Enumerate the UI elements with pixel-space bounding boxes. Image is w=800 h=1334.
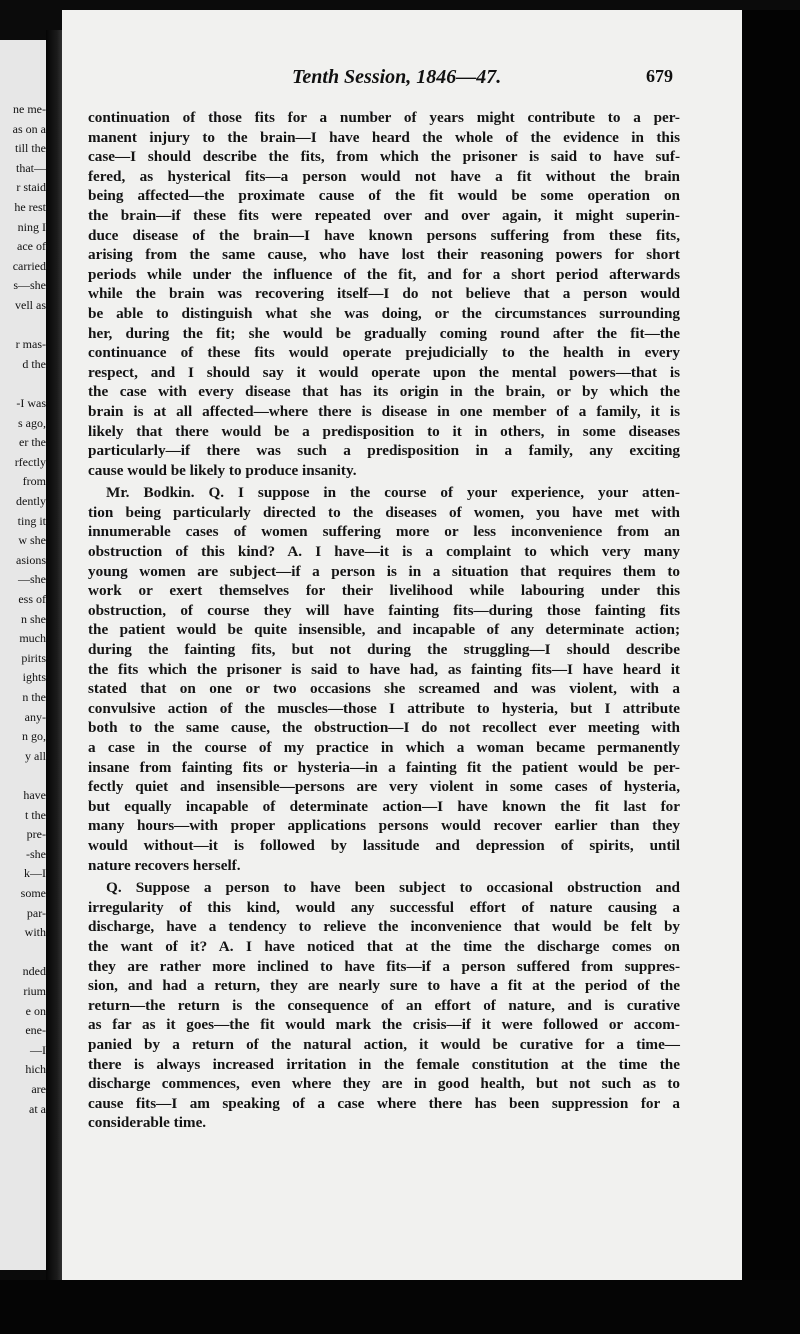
previous-page-fragment: ning I [17,219,46,234]
previous-page-fragment: -I was [16,396,46,410]
previous-page-fragment: y all [25,748,46,763]
book-page [62,10,742,1280]
previous-page-fragment: n the [22,690,46,704]
previous-page-fragment: rfectly [14,454,46,469]
text-line: Q. Suppose a person to have been subject to occasional obstruction and [106,879,680,897]
text-line: innumerable cases of women suffering more or less inconvenience from an [88,523,680,541]
text-line: case—I should describe the fits, from which the prisoner is said to have suf- [88,148,680,166]
text-line: duce disease of the brain—I have known persons suffering from these fits, [88,226,680,244]
body-text [88,108,680,1133]
previous-page-fragment: pirits [21,650,46,665]
previous-page-fragment: t the [25,807,46,822]
previous-page-fragment: par- [26,905,46,920]
text-line: brain is at all affected—where there is disease in one member of a family, it is [88,402,680,420]
text-line: respect, and I should say it would operate upon the mental powers—that is [88,363,680,381]
text-line: irregularity of this kind, would any successful effort of nature causing a [88,898,680,916]
text-line: cause would be likely to produce insanity. [88,461,357,479]
paragraph [88,483,680,875]
text-line: they are rather more inclined to have fits—if a person suffered from suppres- [88,957,680,975]
text-line: periods while under the influence of the fit, and for a short period afterwards [88,265,680,283]
previous-page-fragment: some [20,886,46,900]
paragraph [88,108,680,480]
previous-page-fragment: s—she [13,278,46,293]
text-line: sion, and had a return, they are nearly sure to have a fit at the period of the [88,977,680,995]
previous-page-fragment: r staid [16,180,46,195]
text-line: nature recovers herself. [88,856,241,874]
previous-page-fragment: -she [26,846,46,861]
previous-page-fragment: ting it [17,513,46,528]
previous-page-fragment: nded [22,964,46,979]
previous-page-fragment: n go, [22,729,46,744]
previous-page-fragment: w she [18,533,46,548]
text-line: arising from the same cause, who have lost their reasoning powers for short [88,246,680,264]
previous-page-fragment: k—I [24,866,46,881]
text-line: the brain—if these fits were repeated over and over again, it might superin- [88,206,680,224]
text-line: be able to distinguish what she was doing, or the circumstances surrounding [88,304,680,322]
text-line: convulsive action of the muscles—those I attribute to hysteria, but I attribute [88,699,680,717]
previous-page-fragment: er the [19,435,46,450]
text-line: the case with every disease that has its origin in the brain, or by which the [88,383,680,401]
text-line: tion being particularly directed to the diseases of women, you have met with [88,503,680,521]
scan-border-right [742,10,800,1334]
text-line: Mr. Bodkin. Q. I suppose in the course of your experience, your atten- [106,484,680,502]
text-line: young women are subject—if a person is in a situation that requires them to [88,562,680,580]
previous-page-fragment: till the [15,141,46,156]
previous-page-fragment: vell as [15,298,46,312]
previous-page-edge [0,40,48,1270]
previous-page-fragment: e on [25,1003,46,1018]
previous-page-fragment: at a [29,1101,46,1116]
previous-page-fragment: from [22,474,46,489]
previous-page-fragment: asions [16,552,46,567]
previous-page-fragment: pre- [26,827,46,842]
previous-page-fragment: carried [12,258,46,273]
text-line: being affected—the proximate cause of the fit would be some operation on [88,187,680,205]
previous-page-fragment: ights [22,670,46,685]
text-line: as far as it goes—the fit would mark the crisis—if it were followed or accom- [88,1016,680,1034]
text-line: cause fits—I am speaking of a case where there has been suppression for a [88,1094,680,1112]
paragraph [88,878,680,1133]
text-line: obstruction of this kind? A. I have—it is a complaint to which very many [88,543,680,561]
previous-page-fragment: ace of [17,239,46,254]
previous-page-fragment: rium [23,984,46,998]
text-line: would without—it is followed by lassitude and depression of spirits, until [88,836,680,854]
text-line: fectly quiet and insensible—persons are very violent in some cases of hysteria, [88,778,680,796]
text-line: continuance of these fits would operate prejudicially to the health in every [88,344,680,362]
previous-page-fragment: he rest [14,200,46,214]
text-line: work or exert themselves for their livelihood while labouring under this [88,582,680,600]
scan-border-bottom [0,1280,800,1334]
previous-page-fragment: —she [18,572,46,587]
text-line: the patient would be quite insensible, and incapable of any determinate action; [88,621,680,639]
text-line: a case in the course of my practice in which a woman became permanently [88,739,680,756]
previous-page-fragment: with [24,925,46,940]
text-line: discharge commences, even where they are in good health, but not such as to [88,1075,680,1093]
previous-page-fragment: any- [24,709,46,724]
session-title: Tenth Session, 1846—47. [292,66,502,88]
text-line: during the fainting fits, but not during the struggling—I should describe [88,641,680,659]
previous-page-fragment: have [23,788,46,802]
text-line: panied by a return of the natural action, it would be curative for a time— [88,1035,680,1053]
previous-page-fragment: —I [30,1042,46,1057]
text-line: manent injury to the brain—I have heard the whole of the evidence in this [88,128,680,146]
previous-page-fragment: that— [16,160,46,175]
text-line: the want of it? A. I have noticed that at the time the discharge comes on [88,937,680,955]
text-line: there is always increased irritation in the female constitution at the time the [88,1055,680,1073]
previous-page-fragment: n she [21,611,46,626]
text-line: many hours—with proper applications persons would recover earlier than they [88,817,680,835]
text-line: the fits which the prisoner is said to have had, as fainting fits—I have heard it [88,660,680,678]
previous-page-fragment: d the [22,356,46,371]
text-line: considerable time. [88,1114,207,1132]
previous-page-fragment: are [31,1082,46,1096]
running-head [62,62,732,90]
previous-page-fragment: dently [16,494,46,508]
text-line: obstruction, of course they will have fainting fits—during those fainting fits [88,601,680,619]
text-line: her, during the fit; she would be gradually coming round after the fit—the [88,324,680,342]
text-line: but equally incapable of determinate action—I have known the fit last for [88,797,680,815]
page-number: 679 [646,66,673,86]
previous-page-fragment: much [19,631,46,646]
text-line: return—the return is the consequence of an effort of nature, and is curative [88,996,680,1014]
previous-page-fragment: ne me- [13,102,46,116]
text-line: fered, as hysterical fits—a person would not have a fit without the brain [88,167,680,185]
text-line: particularly—if there was such a predisposition in a family, any exciting [88,442,680,460]
previous-page-fragment: r mas- [15,337,46,352]
text-line: both to the same cause, the obstruction—I do not recollect ever meeting with [88,719,680,737]
previous-page-fragment: ene- [25,1023,46,1038]
text-line: continuation of those fits for a number of years might contribute to a per- [88,109,680,126]
previous-page-fragment: as on a [12,121,46,136]
previous-page-fragment: ess of [18,592,46,606]
previous-page-fragment: s ago, [18,415,46,430]
text-line: while the brain was recovering itself—I do not believe that a person would [88,285,680,303]
text-line: insane from fainting fits or hysteria—in a fainting fit the patient would be per- [88,758,680,776]
text-line: discharge, have a tendency to relieve the inconvenience that would be felt by [88,918,680,936]
previous-page-fragment: hich [25,1062,46,1077]
text-line: likely that there would be a predisposition to it in others, in some diseases [88,422,680,440]
text-line: stated that on one or two occasions she screamed and was violent, with a [88,680,680,698]
